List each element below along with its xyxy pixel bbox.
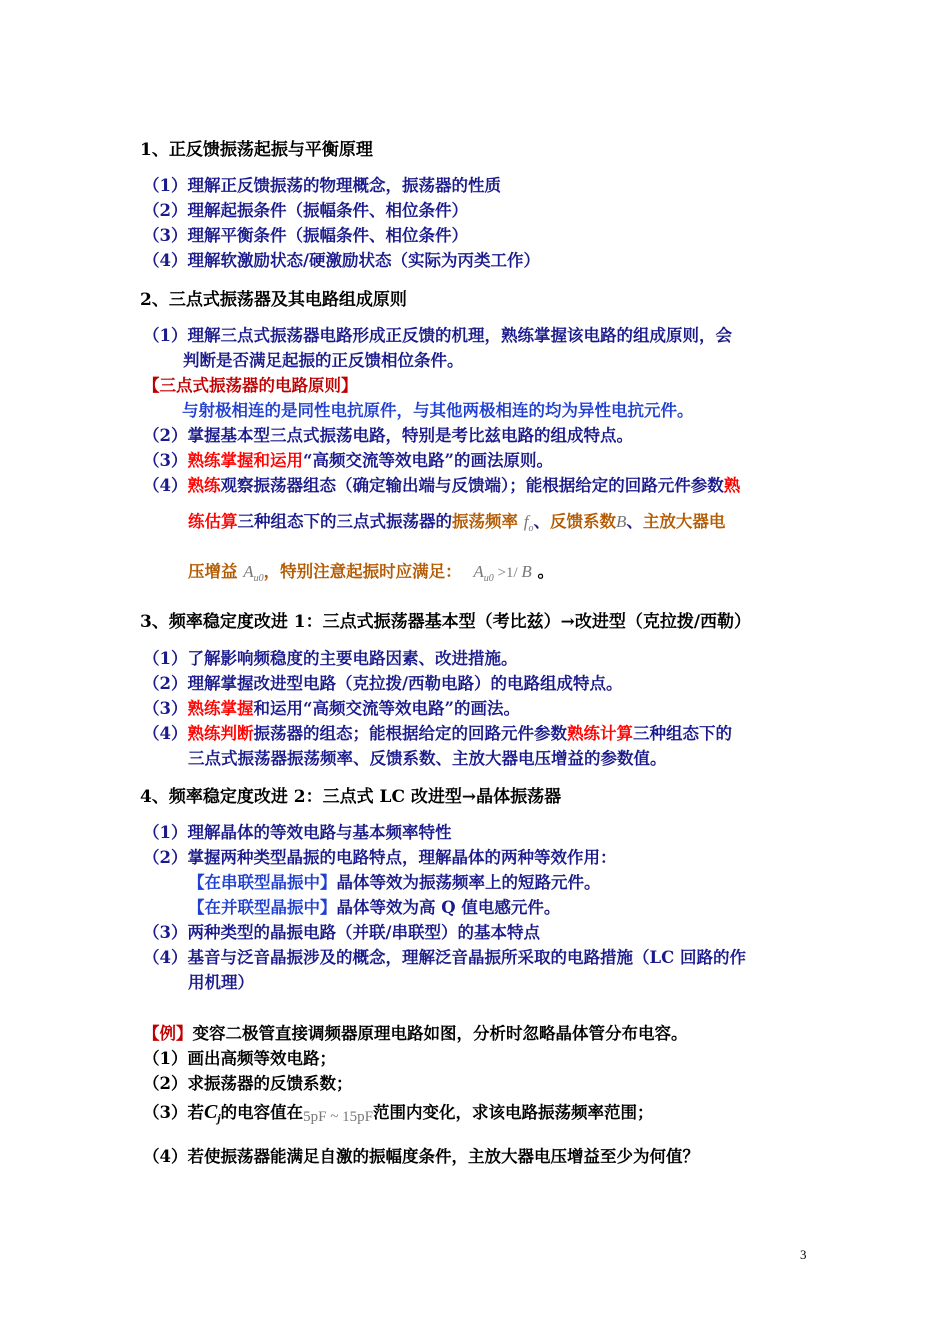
section-4-title: 4、频率稳定度改进 2：三点式 LC 改进型→晶体振荡器 bbox=[140, 787, 562, 807]
section-2-title: 2、三点式振荡器及其电路组成原则 bbox=[140, 290, 407, 310]
cj-symbol: $C_j$ bbox=[203, 1101, 221, 1125]
s2-item-4-freq-label: 振荡频率 bbox=[452, 512, 518, 531]
startup-condition: $A_{u0} >1/$ B bbox=[473, 562, 532, 584]
s2-item-4-note: ，特别注意起振时应满足： bbox=[263, 562, 462, 581]
s2-item-4-highlight-1: 熟练 bbox=[187, 476, 221, 495]
s2-item-4-text-2: 三种组态下的三点式振荡器的 bbox=[237, 512, 452, 531]
freq-symbol: $f_o$ bbox=[523, 512, 534, 534]
s3-item-4-highlight-2: 熟练计算 bbox=[566, 724, 633, 743]
example-q3-prefix: （3）若 bbox=[143, 1103, 204, 1122]
s3-item-3-text: 和运用“高频交流等效电路”的画法。 bbox=[253, 699, 520, 718]
s2-item-4-end: 。 bbox=[531, 562, 555, 581]
s4-series-tag: 【在串联型晶振中】 bbox=[188, 873, 337, 892]
example-q3-text-2: 范围内变化，求该电路振荡频率范围； bbox=[372, 1103, 654, 1122]
section-1-title: 1、正反馈振荡起振与平衡原理 bbox=[140, 140, 373, 160]
gain-symbol: $A_{u0}$ bbox=[243, 562, 264, 584]
s2-item-4-line-2 bbox=[188, 511, 725, 540]
s2-rule-title: 【三点式振荡器的电路原则】 bbox=[143, 376, 358, 395]
example-q1: （1）画出高频等效电路； bbox=[143, 1049, 336, 1068]
s1-item-1: （1）理解正反馈振荡的物理概念，振荡器的性质 bbox=[143, 176, 501, 195]
s2-item-4-number: （4） bbox=[143, 476, 188, 495]
example-tag: 【例】 bbox=[143, 1024, 193, 1043]
s2-item-1-line-1: （1）理解三点式振荡器电路形成正反馈的机理，熟练掌握该电路的组成原则，会 bbox=[143, 326, 732, 345]
s2-item-1-line-2: 判断是否满足起振的正反馈相位条件。 bbox=[183, 351, 464, 370]
s3-item-4-text-2: 三种组态下的 bbox=[632, 724, 732, 743]
s2-item-4-feedback-label: 反馈系数 bbox=[549, 512, 616, 531]
example-intro-text: 变容二极管直接调频器原理电路如图，分析时忽略晶体管分布电容。 bbox=[192, 1024, 688, 1043]
s3-item-4-text-1: 振荡器的组态；能根据给定的回路元件参数 bbox=[253, 724, 567, 743]
s1-item-3: （3）理解平衡条件（振幅条件、相位条件） bbox=[143, 226, 468, 245]
example-q2: （2）求振荡器的反馈系数； bbox=[143, 1074, 353, 1093]
example-q4: （4）若使振荡器能满足自激的振幅度条件，主放大器电压增益至少为何值？ bbox=[143, 1147, 699, 1166]
s2-item-4-text-1: 观察振荡器组态（确定输出端与反馈端）；能根据给定的回路元件参数 bbox=[220, 476, 724, 495]
s2-item-4-line-1 bbox=[143, 475, 740, 497]
s4-series-text: 晶体等效为振荡频率上的短路元件。 bbox=[336, 873, 601, 892]
s2-item-4-line-3 bbox=[188, 561, 554, 590]
s3-item-4-line-2: 三点式振荡器振荡频率、反馈系数、主放大器电压增益的参数值。 bbox=[188, 749, 667, 768]
s2-rule-text: 与射极相连的是同性电抗原件，与其他两极相连的均为异性电抗元件。 bbox=[182, 401, 694, 420]
s4-item-1: （1）理解晶体的等效电路与基本频率特性 bbox=[143, 823, 452, 842]
section-3-title: 3、频率稳定度改进 1：三点式振荡器基本型（考比兹）→改进型（克拉拨/西勒） bbox=[140, 612, 752, 632]
s2-item-4-gain-label-2: 压增益 bbox=[188, 562, 238, 581]
s4-item-4-line-2: 用机理） bbox=[188, 973, 254, 992]
s4-parallel-text: 晶体等效为高 Q 值电感元件。 bbox=[336, 898, 561, 917]
s2-item-3 bbox=[143, 450, 553, 472]
s3-item-4-number: （4） bbox=[143, 724, 188, 743]
s2-item-4-gain-label-1: 主放大器电 bbox=[642, 512, 726, 531]
s4-parallel-line bbox=[188, 897, 560, 919]
s2-item-3-text: “高频交流等效电路”的画法原则。 bbox=[302, 451, 553, 470]
page-number: 3 bbox=[800, 1247, 807, 1262]
separator-2: 、 bbox=[626, 512, 643, 531]
s4-parallel-tag: 【在并联型晶振中】 bbox=[188, 898, 337, 917]
s2-item-2: （2）掌握基本型三点式振荡电路，特别是考比兹电路的组成特点。 bbox=[143, 426, 633, 445]
s2-item-4-highlight-3: 练估算 bbox=[188, 512, 238, 531]
s2-item-4-highlight-2: 熟 bbox=[723, 476, 741, 495]
s4-series-line bbox=[188, 872, 601, 894]
s3-item-1: （1）了解影响频稳度的主要电路因素、改进措施。 bbox=[143, 649, 518, 668]
s4-item-2: （2）掌握两种类型晶振的电路特点，理解晶体的两种等效作用： bbox=[143, 848, 617, 867]
s3-item-4-line-1 bbox=[143, 723, 732, 745]
s3-item-3-highlight: 熟练掌握 bbox=[187, 699, 254, 718]
s1-item-4: （4）理解软激励状态/硬激励状态（实际为丙类工作） bbox=[143, 251, 541, 270]
example-intro bbox=[143, 1023, 688, 1045]
example-q3-text-1: 的电容值在 bbox=[220, 1103, 304, 1122]
s1-item-2: （2）理解起振条件（振幅条件、相位条件） bbox=[143, 201, 468, 220]
s3-item-3 bbox=[143, 698, 520, 720]
s4-item-3: （3）两种类型的晶振电路（并联/串联型）的基本特点 bbox=[143, 923, 541, 942]
s3-item-4-highlight-1: 熟练判断 bbox=[187, 724, 254, 743]
s4-item-4-line-1: （4）基音与泛音晶振涉及的概念，理解泛音晶振所采取的电路措施（LC 回路的作 bbox=[143, 948, 746, 967]
s2-item-3-number: （3） bbox=[143, 451, 188, 470]
separator-1: 、 bbox=[533, 512, 550, 531]
s3-item-3-number: （3） bbox=[143, 699, 188, 718]
feedback-symbol: B bbox=[615, 512, 627, 531]
s2-item-3-highlight: 熟练掌握和运用 bbox=[187, 451, 303, 470]
example-q3 bbox=[143, 1101, 653, 1129]
capacitance-range: 5pF ~ 15pF bbox=[303, 1109, 373, 1125]
s3-item-2: （2）理解掌握改进型电路（克拉拨/西勒电路）的电路组成特点。 bbox=[143, 674, 623, 693]
